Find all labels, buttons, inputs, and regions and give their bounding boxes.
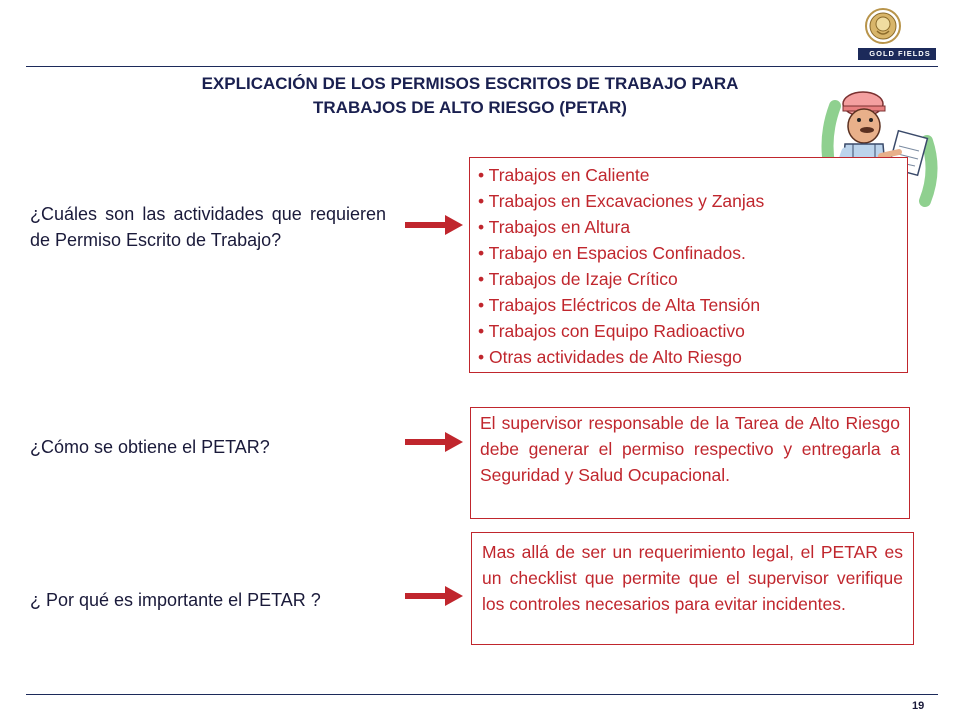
list-item: • Otras actividades de Alto Riesgo <box>478 347 742 367</box>
arrow-right-icon <box>405 584 465 608</box>
bottom-divider <box>26 694 938 695</box>
activities-list <box>478 162 899 370</box>
answer-how-obtain: El supervisor responsable de la Tarea de Alto Riesgo debe generar el permiso respectivo y entregarla a Seguridad y Salud Ocupacional. <box>470 407 910 519</box>
list-item: • Trabajos en Excavaciones y Zanjas <box>478 191 765 211</box>
question-how-obtain: ¿Cómo se obtiene el PETAR? <box>30 437 270 457</box>
page-number: 19 <box>912 700 925 712</box>
activities-box <box>469 157 908 373</box>
page-title <box>90 72 850 120</box>
list-item: • Trabajo en Espacios Confinados. <box>478 243 746 263</box>
top-divider <box>26 66 938 67</box>
title-line-2: TRABAJOS DE ALTO RIESGO (PETAR) <box>313 98 627 117</box>
list-item: • Trabajos en Altura <box>478 217 631 237</box>
arrow-right-icon <box>405 430 465 454</box>
arrow-right-icon <box>405 213 465 237</box>
answer-why-important: Mas allá de ser un requerimiento legal, el PETAR es un checklist que permite que el supervisor verifique los controles necesarios para evitar incidentes. <box>471 532 914 645</box>
list-item: • Trabajos con Equipo Radioactivo <box>478 321 745 341</box>
question-activities: ¿Cuáles son las actividades que requieren de Permiso Escrito de Trabajo? <box>30 204 386 250</box>
logo-wordmark: GOLD FIELDS <box>869 49 931 58</box>
title-line-1: EXPLICACIÓN DE LOS PERMISOS ESCRITOS DE TRABAJO PARA <box>201 74 739 93</box>
list-item: • Trabajos Eléctricos de Alta Tensión <box>478 295 761 315</box>
list-item: • Trabajos de Izaje Crítico <box>478 269 678 289</box>
question-why-important: ¿ Por qué es importante el PETAR ? <box>30 590 321 610</box>
list-item: • Trabajos en Caliente <box>478 165 650 185</box>
